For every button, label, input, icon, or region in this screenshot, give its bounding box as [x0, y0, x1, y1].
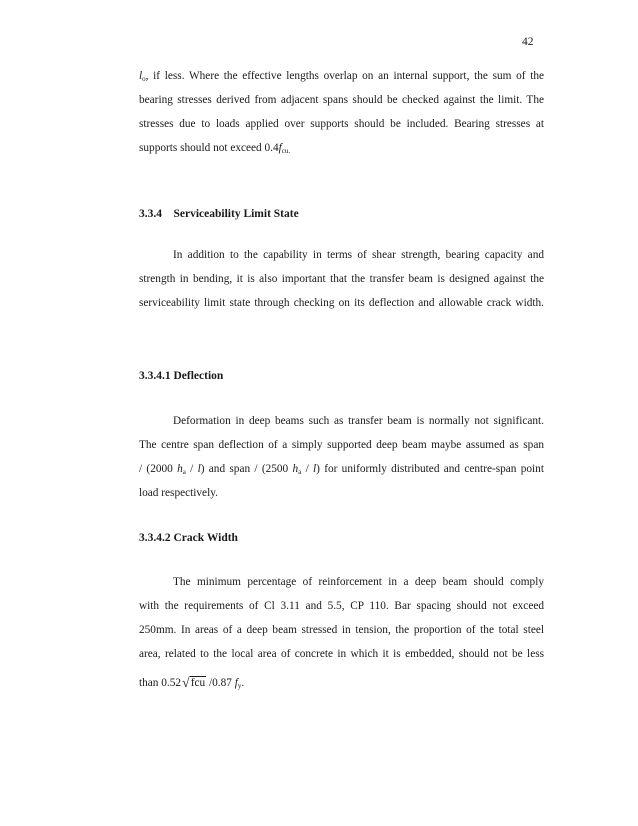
s334-line3: serviceability limit state through checking on its deflection and allowable crack width.: [139, 297, 544, 309]
text: ) and span / (2500: [200, 463, 293, 475]
para1-line4: [139, 142, 290, 154]
text: / (2000: [139, 463, 178, 475]
s3342-line2: with the requirements of Cl 3.11 and 5.5, CP 110. Bar spacing should not exceed: [139, 600, 544, 612]
square-root: [182, 676, 206, 692]
radicand: fcu: [190, 677, 206, 689]
section-heading-3342: 3.3.4.2 Crack Width: [139, 532, 238, 544]
text: , if less. Where the effective lengths overlap on an internal support, the sum of the: [145, 70, 544, 82]
section-heading-334: 3.3.4 Serviceability Limit State: [139, 208, 299, 220]
s3341-line2: The centre span deflection of a simply supported deep beam maybe assumed as span: [139, 439, 544, 451]
s3341-line1: Deformation in deep beams such as transfer beam is normally not significant.: [173, 415, 544, 427]
s3341-line4: load respectively.: [139, 487, 218, 499]
radical-sign: √: [182, 676, 190, 691]
var-l: l: [313, 463, 317, 475]
section-heading-3341: 3.3.4.1 Deflection: [139, 370, 224, 382]
text: .: [241, 677, 245, 689]
var-f: f: [234, 677, 238, 689]
var-f: f: [278, 142, 282, 154]
s3342-line4: area, related to the local area of concrete in which it is embedded, should not be less: [139, 648, 544, 660]
page-number: 42: [522, 36, 534, 48]
para1-line3: stresses due to loads applied over supports should be included. Bearing stresses at: [139, 118, 544, 130]
sub-a: a: [182, 468, 186, 476]
var-h: h: [177, 463, 183, 475]
text: supports should not exceed 0.4: [139, 142, 279, 154]
s3341-line3: [139, 463, 544, 475]
text: /0.87: [206, 677, 235, 689]
para1-line1: [139, 70, 544, 82]
text: ) for uniformly distributed and centre-span point: [316, 463, 544, 475]
text: /: [185, 463, 198, 475]
text: /: [301, 463, 313, 475]
s3342-line5: [139, 676, 244, 692]
s3342-line3: 250mm. In areas of a deep beam stressed in tension, the proportion of the total steel: [139, 624, 544, 636]
var-l: l: [139, 70, 143, 82]
sub-y: y: [237, 682, 242, 690]
var-h: h: [292, 463, 299, 475]
var-l: l: [197, 463, 201, 475]
s334-line2: strength in bending, it is also important that the transfer beam is designed against the: [139, 273, 544, 285]
s334-line1: In addition to the capability in terms of shear strength, bearing capacity and: [173, 249, 544, 261]
s3342-line1: The minimum percentage of reinforcement in a deep beam should comply: [173, 576, 544, 588]
sub-o: o: [142, 75, 146, 83]
para1-line2: bearing stresses derived from adjacent spans should be checked against the limit. The: [139, 94, 544, 106]
text: than 0.52: [139, 677, 182, 689]
sub-cu: cu.: [281, 147, 291, 155]
sub-a: a: [298, 468, 302, 476]
